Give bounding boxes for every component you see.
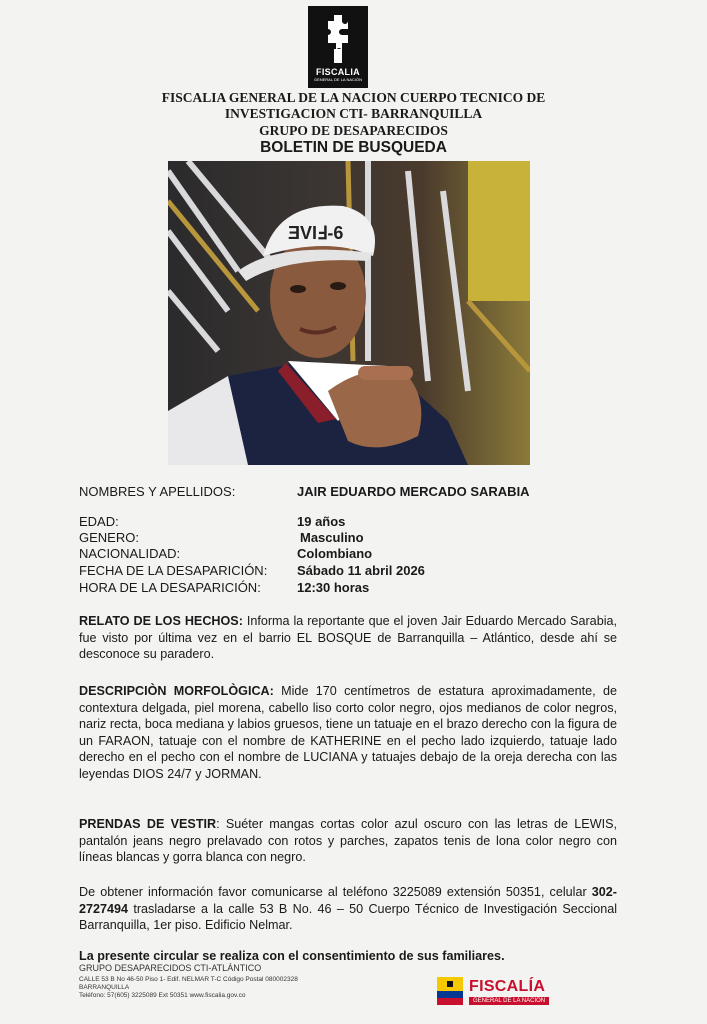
date-label: FECHA DE LA DESAPARICIÓN: xyxy=(79,563,268,578)
time-value: 12:30 horas xyxy=(297,580,370,595)
logo-sub: GENERAL DE LA NACIÓN xyxy=(313,77,363,82)
clothing-heading: PRENDAS DE VESTIR xyxy=(79,817,217,831)
clothing-paragraph xyxy=(79,816,617,866)
footer-group: GRUPO DESAPARECIDOS CTI-ATLÁNTICO xyxy=(79,963,262,973)
age-label-text: EDAD: xyxy=(79,514,119,529)
description-heading: DESCRIPCIÒN MORFOLÒGICA: xyxy=(79,684,274,698)
contact-phone: 302-2727494 xyxy=(79,885,617,916)
time-label: HORA DE LA DESAPARICIÓN: xyxy=(79,580,261,595)
gender-label: GENERO: xyxy=(79,530,139,545)
relato-text: Informa la reportante que el joven Jair Eduardo Mercado Sarabia, fue visto por última vez en el barrio EL BOSQUE de Barranquilla – Atlántico, desde ahí se desconoce su paradero. xyxy=(79,614,617,662)
name-label: NOMBRES Y APELLIDOS: xyxy=(79,484,236,499)
fiscalia-word: FISCALÍA xyxy=(469,977,546,995)
colombia-flag-icon xyxy=(437,977,463,1005)
header-line-3: GRUPO DE DESAPARECIDOS xyxy=(259,123,448,138)
contact-text-2: trasladarse a la calle 53 B No. 46 – 50 Cuerpo Técnico de Investigación Seccional Barranquilla, 1er piso. Edificio Nelmar. xyxy=(79,901,617,933)
clothing-text: : Suéter mangas cortas color azul oscuro con las letras de LEWIS, pantalón jeans negro prelavado con rotos y parches, zapatos tenis de lona color negro con líneas blancas y gorra blanca con negro. xyxy=(79,817,617,865)
age-label xyxy=(79,514,119,529)
relato-heading: RELATO DE LOS HECHOS: xyxy=(79,614,243,628)
gender-value: Masculino xyxy=(300,530,364,545)
nationality-label: NACIONALIDAD: xyxy=(79,546,181,561)
fiscalia-bottom-logo xyxy=(437,977,549,1005)
footer-phone: Teléfono: 57(605) 3225089 Ext 50351 www.fiscalia.gov.co xyxy=(79,992,246,999)
logo-word: FISCALIA xyxy=(316,67,360,77)
header-title: BOLETIN DE BUSQUEDA xyxy=(260,139,447,156)
relato-paragraph xyxy=(79,613,617,663)
date-value: Sábado 11 abril 2026 xyxy=(297,563,425,578)
contact-text-1: De obtener información favor comunicarse al teléfono 3225089 extensión 50351, celular xyxy=(79,885,592,899)
svg-text:ƎVIℲ-6: ƎVIℲ-6 xyxy=(288,223,344,243)
consent-note: La presente circular se realiza con el consentimiento de sus familiares. xyxy=(79,949,505,963)
contact-paragraph xyxy=(79,884,617,934)
fiscalia-logo xyxy=(308,6,368,88)
footer-address-1: CALLE 53 B No 46-50 Piso 1- Edif. NELMAR T-C Código Postal 080002328 xyxy=(79,976,298,983)
description-paragraph xyxy=(79,683,617,783)
age-value: 19 años xyxy=(297,514,346,529)
fiscalia-sub: GENERAL DE LA NACIÓN xyxy=(469,997,549,1005)
header-line-1: FISCALIA GENERAL DE LA NACION CUERPO TECNICO DE xyxy=(161,90,546,105)
missing-person-photo xyxy=(168,161,530,465)
header-line-2: INVESTIGACION CTI- BARRANQUILLA xyxy=(224,106,483,121)
description-text: Mide 170 centímetros de estatura aproximadamente, de contextura delgada, piel morena, cabello liso corto color negro, ojos medianos de color negros, nariz recta, boca mediana y labios gruesos, tiene un tatuaje en el brazo derecho con la figura de un FARAON, tatuaje con el nombre de KATHERINE en el pecho lado izquierdo, tatuaje lado derecho en el pecho con el nombre de LUCIANA y tatuajes debajo de la oreja derecha con las leyendas DIOS 24/7 y JORMAN. xyxy=(79,684,617,781)
name-value: JAIR EDUARDO MERCADO SARABIA xyxy=(297,484,530,499)
puzzle-cross-icon xyxy=(320,13,356,65)
footer-address-2: BARRANQUILLA xyxy=(79,984,130,991)
nationality-value: Colombiano xyxy=(297,546,373,561)
